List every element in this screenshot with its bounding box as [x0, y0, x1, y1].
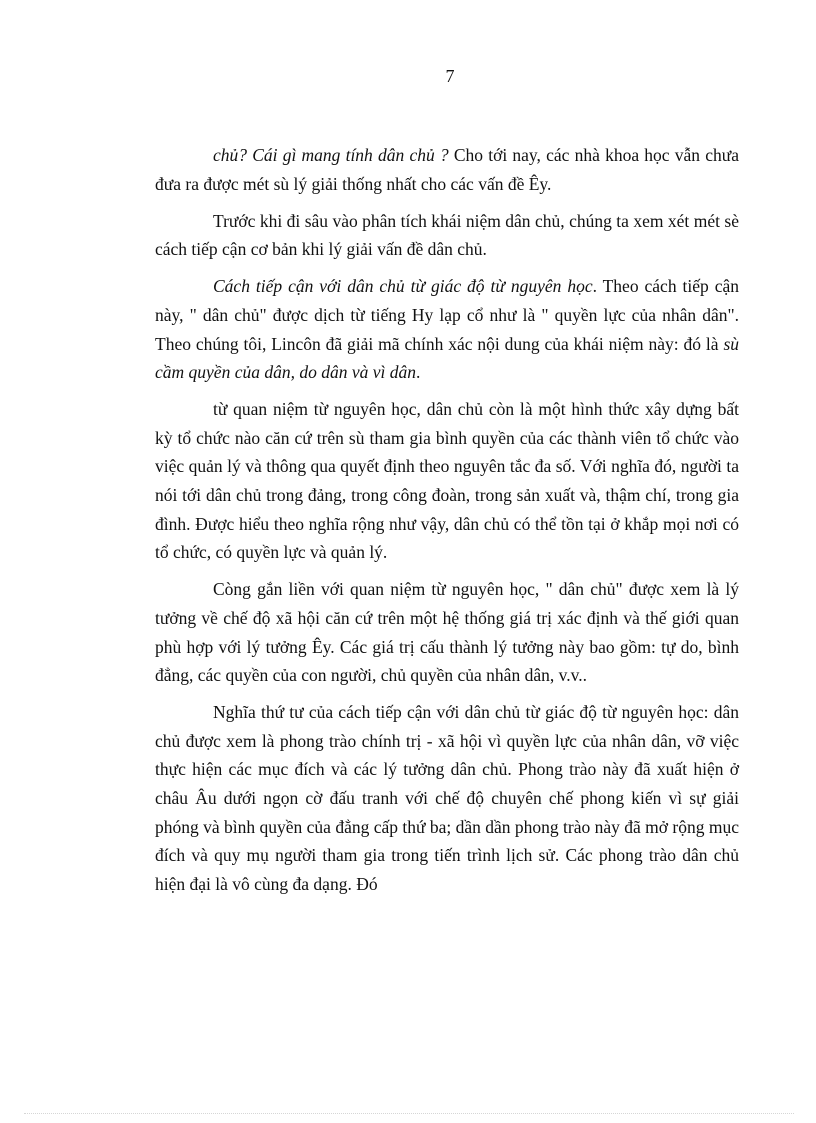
text-run: .	[415, 362, 421, 383]
paragraph	[155, 141, 739, 198]
paragraph	[155, 698, 739, 898]
body-text	[155, 141, 739, 898]
paragraph	[155, 272, 739, 386]
page-bottom-divider	[24, 1113, 794, 1114]
text-run: Nghĩa thứ tư của cách tiếp cận với dân chủ từ giác độ từ nguyên học: dân chủ được xem là phong trào chính trị - xã hội vì quyền lực của nhân dân, vỡ việc thực hiện các mục đích và các lý tưởng dân chủ. Phong trào này đã xuất hiện ở châu Âu dưới ngọn cờ đấu tranh với chế độ chuyên chế phong kiến vì sự giải phóng và bình quyền của đẳng cấp thứ ba; dần dần phong trào này đã mở rộng mục đích và quy mụ người tham gia trong tiến trình lịch sử. Các phong trào dân chủ hiện đại là vô cùng đa dạng. Đó	[155, 702, 739, 894]
page-number: 7	[445, 66, 455, 86]
paragraph	[155, 575, 739, 689]
text-run-italic: sù cầm quyền của dân, do dân và vì dân	[155, 333, 739, 383]
text-run: . Theo cách tiếp cận này, " dân chủ" được dịch từ tiếng Hy lạp cổ như là " quyền lực của nhân dân". Theo chúng tôi, Lincôn đã giải mã chính xác nội dung của khái niệm này: đó là	[155, 276, 739, 354]
paragraph	[155, 395, 739, 567]
text-run: từ quan niệm từ nguyên học, dân chủ còn là một hình thức xây dựng bất kỳ tổ chức nào căn cứ trên sù tham gia bình quyền của các thành viên tổ chức vào việc quản lý và thông qua quyết định theo nguyên tắc đa số. Với nghĩa đó, người ta nói tới dân chủ trong đảng, trong công đoàn, trong sản xuất và, thậm chí, trong gia đình. Được hiểu theo nghĩa rộng như vậy, dân chủ có thể tồn tại ở khắp mọi nơi có tổ chức, có quyền lực và quản lý.	[155, 399, 739, 563]
text-run-italic: Cách tiếp cận với dân chủ từ giác độ từ nguyên học	[213, 276, 593, 297]
text-run-italic: chủ? Cái gì mang tính dân chủ ?	[213, 145, 449, 165]
text-run: Cho tới nay, các nhà khoa học vẫn chưa đưa ra được mét sù lý giải thống nhất cho các vấn đề Êy.	[155, 145, 739, 194]
text-run: Trước khi đi sâu vào phân tích khái niệm dân chủ, chúng ta xem xét mét sè cách tiếp cận cơ bản khi lý giải vấn đề dân chủ.	[155, 210, 739, 260]
text-run: Còng gắn liền với quan niệm từ nguyên học, " dân chủ" được xem là lý tưởng về chế độ xã hội căn cứ trên một hệ thống giá trị xác định và thế giới quan phù hợp với lý tưởng Êy. Các giá trị cấu thành lý tưởng này bao gồm: tự do, bình đẳng, các quyền của con người, chủ quyền của nhân dân, v.v..	[155, 579, 739, 686]
paragraph	[155, 207, 739, 264]
